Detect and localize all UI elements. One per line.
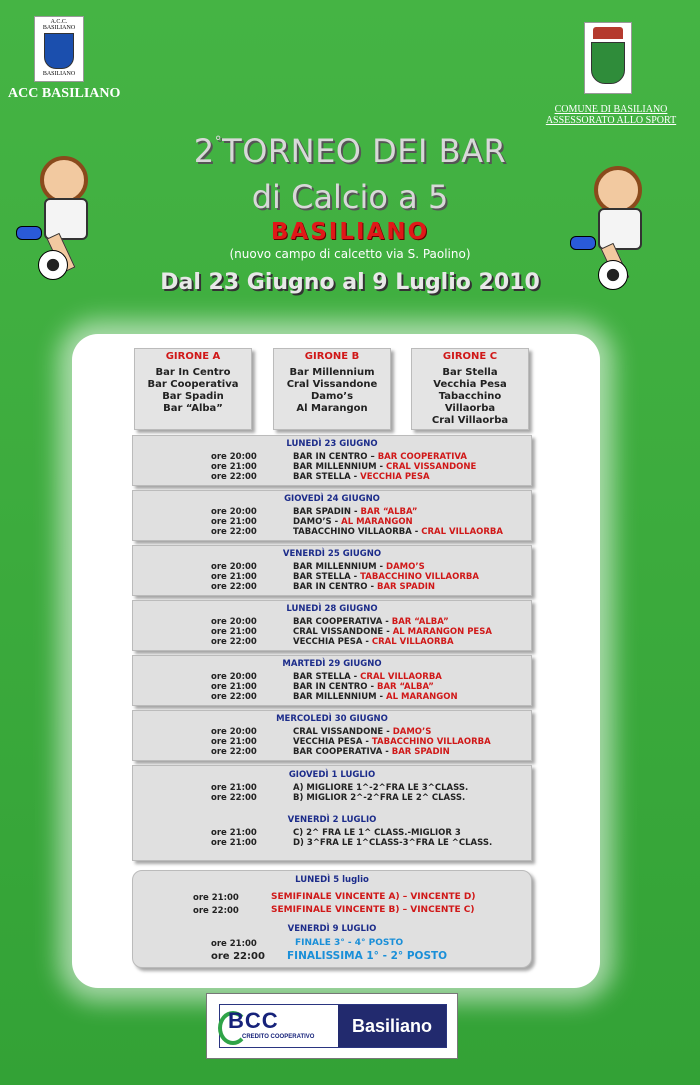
match-time: ore 22:00	[193, 906, 239, 916]
away-team: DAMO’S	[392, 727, 432, 737]
match-time: ore 21:00	[211, 828, 257, 838]
match-teams	[293, 462, 476, 472]
match-time: ore 22:00	[211, 793, 257, 803]
edition-degree: °	[214, 134, 223, 150]
home-team: BAR IN CENTRO –	[293, 452, 375, 462]
match-time: ore 20:00	[211, 562, 257, 572]
match-row	[133, 637, 531, 647]
comune-shield-icon	[591, 42, 625, 84]
day-title: GIOVEDÌ 24 GIUGNO	[284, 494, 380, 504]
match-teams	[293, 527, 503, 537]
match-teams	[293, 562, 425, 572]
home-team: BAR MILLENNIUM -	[293, 692, 384, 702]
away-team: BAR SPADIN	[376, 582, 436, 592]
group-title: GIRONE A	[165, 351, 221, 362]
match-row	[133, 672, 531, 682]
group-c-box	[411, 348, 529, 430]
match-teams	[293, 672, 442, 682]
match-time: ore 21:00	[211, 572, 257, 582]
match-time: ore 21:00	[211, 737, 257, 747]
home-team: BAR MILLENNIUM -	[293, 462, 384, 472]
away-team: BAR “ALBA”	[376, 682, 434, 692]
group-team: Bar Millennium	[289, 367, 375, 378]
match-teams	[293, 517, 413, 527]
away-team: AL MARANGON PESA	[392, 627, 492, 637]
home-team: BAR COOPERATIVA -	[293, 617, 389, 627]
match-time: ore 22:00	[211, 692, 257, 702]
match-teams	[293, 452, 467, 462]
away-team: VECCHIA PESA	[360, 472, 430, 482]
match-row	[133, 783, 531, 793]
match-teams	[293, 507, 417, 517]
match-row	[133, 737, 531, 747]
match-time: ore 21:00	[211, 462, 257, 472]
day-title: LUNEDÌ 23 GIUGNO	[286, 439, 378, 449]
match-teams: C) 2^ FRA LE 1^ CLASS.-MIGLIOR 3	[293, 828, 461, 838]
home-team: BAR STELLA -	[293, 672, 358, 682]
day-box	[132, 600, 532, 651]
home-team: BAR IN CENTRO -	[293, 582, 375, 592]
group-title: GIRONE B	[304, 351, 360, 362]
match-time: ore 21:00	[211, 682, 257, 692]
match-teams	[293, 682, 434, 692]
semifinal-1: SEMIFINALE VINCENTE A) – VINCENTE D)	[271, 892, 476, 902]
match-time: ore 21:00	[193, 893, 239, 903]
match-time: ore 20:00	[211, 452, 257, 462]
match-teams	[293, 737, 491, 747]
crown-icon	[593, 27, 623, 39]
sponsor-logo	[219, 1004, 447, 1048]
group-b-box	[273, 348, 391, 430]
day-box	[132, 655, 532, 706]
sponsor-banner	[206, 993, 458, 1059]
match-teams: A) MIGLIORE 1^-2^FRA LE 3^CLASS.	[293, 783, 469, 793]
away-team: BAR “ALBA”	[360, 507, 418, 517]
group-team: Damo’s	[310, 391, 354, 402]
match-time: ore 20:00	[211, 672, 257, 682]
finals-box	[132, 870, 532, 968]
match-row	[133, 747, 531, 757]
match-time: ore 22:00	[211, 747, 257, 757]
club-crest-bottom-text: BASILIANO	[42, 71, 76, 77]
venue-text: (nuovo campo di calcetto via S. Paolino)	[229, 247, 471, 261]
match-row	[133, 692, 531, 702]
away-team: DAMO’S	[386, 562, 425, 572]
home-team: BAR STELLA -	[293, 572, 358, 582]
away-team: CRAL VILLAORBA	[371, 637, 454, 647]
away-team: AL MARANGON	[386, 692, 458, 702]
sponsor-name: Basiliano	[338, 1005, 446, 1047]
home-team: BAR MILLENNIUM -	[293, 562, 384, 572]
match-time: ore 20:00	[211, 507, 257, 517]
match-time: ore 22:00	[211, 472, 257, 482]
match-row	[133, 682, 531, 692]
match-row	[133, 517, 531, 527]
sponsor-logo-left	[220, 1005, 338, 1047]
match-row	[133, 793, 531, 803]
group-team: Bar “Alba”	[163, 403, 223, 414]
day-box	[132, 490, 532, 541]
comune-line2: ASSESSORATO ALLO SPORT	[545, 115, 677, 126]
town-title: BASILIANO	[270, 219, 430, 245]
group-team: Cral Villaorba	[431, 415, 509, 426]
sponsor-logo-text: BCC	[228, 1008, 279, 1033]
match-time: ore 21:00	[211, 517, 257, 527]
group-a-box	[134, 348, 252, 430]
match-row	[133, 617, 531, 627]
match-teams	[293, 637, 454, 647]
club-crest-top-text: A.C.C. BASILIANO	[42, 19, 76, 31]
home-team: CRAL VISSANDONE -	[293, 727, 390, 737]
away-team: CRAL VILLAORBA	[360, 672, 442, 682]
match-teams	[293, 747, 450, 757]
away-team: AL MARANGON	[341, 517, 413, 527]
match-row	[133, 527, 531, 537]
match-row	[133, 727, 531, 737]
match-teams	[293, 472, 430, 482]
home-team: BAR STELLA -	[293, 472, 358, 482]
day-title: GIOVEDÌ 1 LUGLIO	[288, 770, 376, 780]
home-team: BAR IN CENTRO -	[293, 682, 375, 692]
mascot-body	[598, 208, 642, 250]
mascot-right-illustration	[568, 160, 678, 290]
title-line1: TORNEO DEI BAR	[222, 132, 507, 170]
mascot-boot	[16, 226, 42, 240]
match-row	[133, 562, 531, 572]
away-team: BAR SPADIN	[391, 747, 450, 757]
away-team: BAR “ALBA”	[391, 617, 449, 627]
comune-line1: COMUNE DI BASILIANO	[554, 104, 668, 115]
mascot-body	[44, 198, 88, 240]
match-teams	[293, 727, 431, 737]
club-shield-icon	[44, 33, 74, 69]
dates-text: Dal 23 Giugno al 9 Luglio 2010	[160, 270, 540, 295]
day-box	[132, 435, 532, 486]
comune-crest-logo	[584, 22, 632, 94]
match-row	[133, 452, 531, 462]
day-box	[132, 710, 532, 761]
match-time: ore 20:00	[211, 617, 257, 627]
away-team: CRAL VISSANDONE	[386, 462, 477, 472]
home-team: TABACCHINO VILLAORBA -	[293, 527, 419, 537]
edition-number: 2	[193, 132, 215, 170]
mascot-left-illustration	[14, 150, 124, 280]
away-team: TABACCHINO VILLAORBA	[360, 572, 479, 582]
home-team: CRAL VISSANDONE -	[293, 627, 390, 637]
match-time: ore 21:00	[211, 838, 257, 848]
day-title: VENERDÌ 2 LUGLIO	[287, 815, 377, 825]
away-team: CRAL VILLAORBA	[421, 527, 503, 537]
match-time: ore 22:00	[211, 582, 257, 592]
day-title: MERCOLEDÌ 30 GIUGNO	[276, 714, 388, 724]
group-team: Bar Stella	[442, 367, 498, 378]
away-team: BAR COOPERATIVA	[377, 452, 467, 462]
group-title: GIRONE C	[442, 351, 498, 362]
match-time: ore 22:00	[211, 951, 265, 962]
day-title: MARTEDÌ 29 GIUGNO	[282, 659, 382, 669]
sponsor-subtitle: CREDITO COOPERATIVO	[242, 1034, 315, 1040]
away-team: TABACCHINO VILLAORBA	[371, 737, 491, 747]
match-row	[133, 462, 531, 472]
match-teams	[293, 617, 449, 627]
day-box	[132, 545, 532, 596]
match-teams	[293, 692, 458, 702]
soccer-ball-icon	[38, 250, 68, 280]
match-row	[133, 838, 531, 848]
home-team: BAR SPADIN -	[293, 507, 358, 517]
group-team: Bar Cooperativa	[147, 379, 239, 390]
quarterfinal-box	[132, 765, 532, 861]
day-title: VENERDÌ 25 GIUGNO	[282, 549, 382, 559]
match-time: ore 20:00	[211, 727, 257, 737]
match-teams	[293, 582, 435, 592]
match-row	[133, 582, 531, 592]
soccer-ball-icon	[598, 260, 628, 290]
group-team: Cral Vissandone	[286, 379, 378, 390]
match-teams	[293, 627, 492, 637]
match-teams: B) MIGLIOR 2^-2^FRA LE 2^ CLASS.	[293, 793, 466, 803]
club-crest-logo	[34, 16, 84, 82]
match-row	[133, 472, 531, 482]
day-title: VENERDÌ 9 LUGLIO	[287, 924, 377, 934]
home-team: VECCHIA PESA -	[293, 637, 369, 647]
comune-name	[530, 104, 692, 126]
title-line2: di Calcio a 5	[251, 178, 449, 216]
match-time: ore 21:00	[211, 939, 257, 949]
match-row	[133, 507, 531, 517]
group-team: Bar In Centro	[155, 367, 231, 378]
match-row	[133, 828, 531, 838]
grand-final: FINALISSIMA 1° - 2° POSTO	[287, 950, 448, 962]
match-time: ore 22:00	[211, 527, 257, 537]
home-team: BAR COOPERATIVA -	[293, 747, 389, 757]
group-team: Vecchia Pesa	[433, 379, 507, 390]
mascot-head	[40, 156, 88, 204]
mascot-head	[594, 166, 642, 214]
match-time: ore 22:00	[211, 637, 257, 647]
semifinal-2: SEMIFINALE VINCENTE B) – VINCENTE C)	[271, 905, 475, 915]
group-team: Tabacchino Villaorba	[438, 391, 502, 414]
match-teams: D) 3^FRA LE 1^CLASS-3^FRA LE ^CLASS.	[293, 838, 493, 848]
group-team: Bar Spadin	[162, 391, 224, 402]
match-time: ore 21:00	[211, 783, 257, 793]
match-time: ore 21:00	[211, 627, 257, 637]
club-name: ACC BASILIANO	[8, 86, 121, 101]
home-team: VECCHIA PESA -	[293, 737, 369, 747]
day-title: LUNEDÌ 28 GIUGNO	[286, 604, 378, 614]
third-place-final: FINALE 3° - 4° POSTO	[295, 938, 404, 948]
group-team: Al Marangon	[296, 403, 368, 414]
match-teams	[293, 572, 479, 582]
mascot-boot	[570, 236, 596, 250]
match-row	[133, 572, 531, 582]
match-row	[133, 627, 531, 637]
home-team: DAMO’S -	[293, 517, 339, 527]
day-title: LUNEDÌ 5 luglio	[295, 875, 369, 885]
